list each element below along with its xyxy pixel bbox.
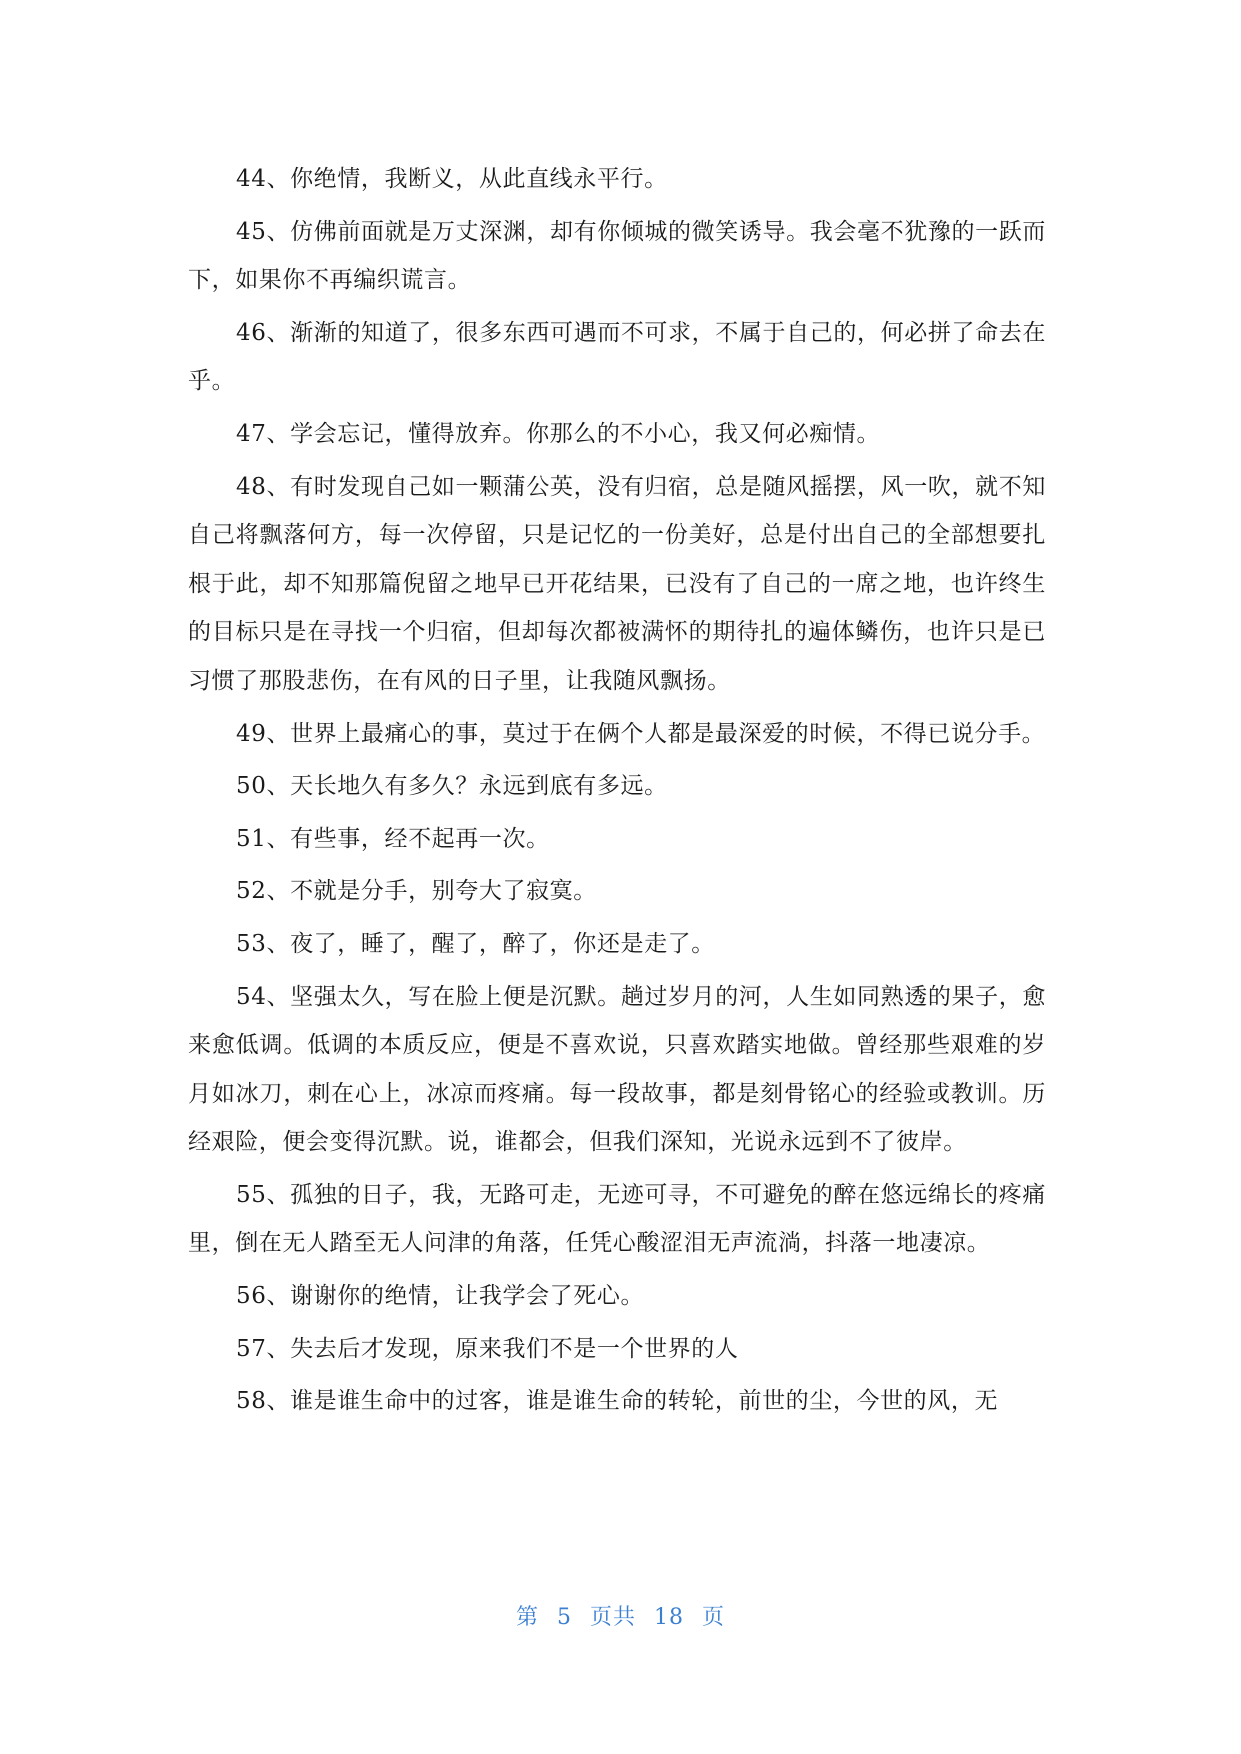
document-body	[188, 155, 1046, 1430]
footer-middle: 页共	[589, 1605, 636, 1630]
paragraph-47: 47、学会忘记，懂得放弃。你那么的不小心，我又何必痴情。	[236, 420, 881, 447]
footer-current-page: 5	[556, 1605, 572, 1630]
paragraph-49: 49、世界上最痛心的事，莫过于在俩个人都是最深爱的时候，不得已说分手。	[236, 720, 1046, 747]
paragraph-52: 52、不就是分手，别夸大了寂寞。	[236, 878, 597, 905]
paragraph-53: 53、夜了，睡了，醒了，醉了，你还是走了。	[236, 930, 715, 957]
footer-suffix: 页	[702, 1605, 726, 1630]
paragraph-45: 45、仿佛前面就是万丈深渊，却有你倾城的微笑诱导。我会毫不犹豫的一跃而下，如果你不再编织谎言。	[188, 218, 1046, 294]
paragraph-57: 57、失去后才发现，原来我们不是一个世界的人	[236, 1335, 739, 1362]
footer-prefix: 第	[515, 1605, 539, 1630]
page-footer	[0, 1600, 1241, 1631]
paragraph-54: 54、坚强太久，写在脸上便是沉默。趟过岁月的河，人生如同熟透的果子，愈来愈低调。低调的本质反应，便是不喜欢说，只喜欢踏实地做。曾经那些艰难的岁月如冰刀，刺在心上，冰凉而疼痛。每一段故事，都是刻骨铭心的经验或教训。历经艰险，便会变得沉默。说，谁都会，但我们深知，光说永远到不了彼岸。	[188, 983, 1046, 1156]
footer-total-pages: 18	[654, 1605, 684, 1630]
paragraph-56: 56、谢谢你的绝情，让我学会了死心。	[236, 1283, 645, 1310]
paragraph-50: 50、天长地久有多久？永远到底有多远。	[236, 773, 668, 800]
paragraph-44: 44、你绝情，我断义，从此直线永平行。	[236, 166, 668, 192]
paragraph-55: 55、孤独的日子，我，无路可走，无迹可寻，不可避免的醉在悠远绵长的疼痛里，倒在无人踏至无人问津的角落，任凭心酸涩泪无声流淌，抖落一地凄凉。	[188, 1181, 1046, 1257]
paragraph-46: 46、渐渐的知道了，很多东西可遇而不可求，不属于自己的，何必拼了命去在乎。	[188, 319, 1046, 395]
paragraph-58: 58、谁是谁生命中的过客，谁是谁生命的转轮，前世的尘，今世的风，无	[236, 1388, 999, 1415]
paragraph-51: 51、有些事，经不起再一次。	[236, 825, 550, 852]
paragraph-48: 48、有时发现自己如一颗蒲公英，没有归宿，总是随风摇摆，风一吹，就不知自己将飘落何方，每一次停留，只是记忆的一份美好，总是付出自己的全部想要扎根于此，却不知那篇倪留之地早已开花结果，已没有了自己的一席之地，也许终生的目标只是在寻找一个归宿，但却每次都被满怀的期待扎的遍体鳞伤，也许只是已习惯了那股悲伤，在有风的日子里，让我随风飘扬。	[188, 473, 1046, 694]
